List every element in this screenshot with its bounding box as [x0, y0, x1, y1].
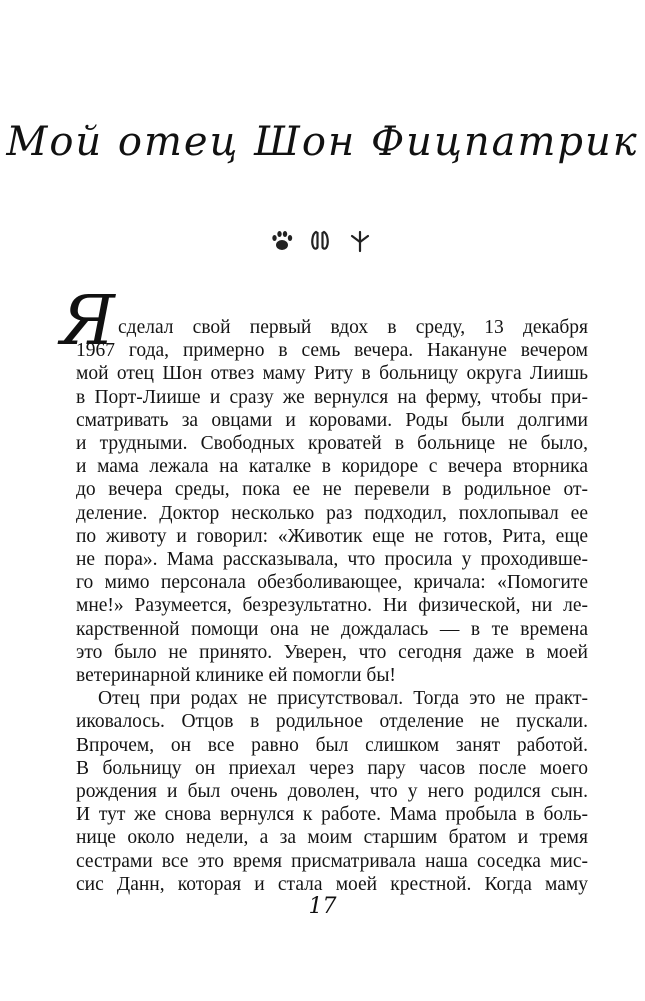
text-line: не пора». Мама рассказывала, что просила у проходивше- [76, 549, 588, 570]
text-line: и мама лежала на каталке в коридоре с вечера вторника [76, 456, 588, 478]
hoof-print-icon [312, 232, 327, 249]
text-line: сматривать за овцами и коровами. Роды были долгими [76, 409, 588, 431]
text-line: до вечера среды, пока ее не перевели в родильное от- [76, 479, 588, 501]
paw-print-icon [272, 231, 292, 250]
text-line: сис Данн, которая и стала моей крестной. Когда маму [76, 873, 588, 895]
text-line: мой отец Шон отвез маму Риту в больницу округа Лиишь [76, 363, 588, 385]
text-line: го мимо персонала обезболивающее, кричала: «Помогите [76, 572, 588, 594]
chapter-title: Мой отец Шон Фицпатрик [6, 119, 639, 165]
text-line: Отец при родах не присутствовал. Тогда это не практ- [98, 688, 588, 710]
drop-cap: Я [60, 282, 115, 361]
text-line: карственной помощи она не дождалась — в те времена [76, 618, 588, 640]
text-line: это было не принято. Уверен, что сегодня даже в моей [76, 641, 588, 663]
text-line: и трудными. Свободных кроватей в больнице не было, [76, 433, 588, 454]
page-number: 17 [308, 894, 337, 919]
chapter-ornament [0, 226, 645, 256]
ornament-icons [268, 226, 378, 256]
text-line: иковалось. Отцов в родильное отделение не пускали. [76, 711, 588, 733]
text-line: по животу и говорил: «Животик еще не готов, Рита, еще [76, 525, 588, 547]
text-line: сделал свой первый вдох в среду, 13 декабря [118, 317, 588, 338]
text-line: рождения и был очень доволен, что у него родился сын. [76, 781, 588, 802]
text-line: нице около недели, а за моим старшим братом и тремя [76, 827, 588, 849]
text-line: в Порт-Лиише и сразу же вернулся на ферму, чтобы при- [76, 386, 588, 408]
text-line: Впрочем, он все равно был слишком занят работой. [76, 734, 588, 756]
text-line: сестрами все это время присматривала наша соседка мис- [76, 850, 588, 872]
text-line: ветеринарной клинике ей помогли бы! [76, 665, 396, 686]
text-line: И тут же снова вернулся к работе. Мама пробыла в боль- [76, 804, 588, 826]
text-line: деление. Доктор несколько раз подходил, похлопывал ее [76, 502, 588, 524]
text-line: В больницу он приехал через пару часов после моего [76, 757, 588, 779]
text-line: мне!» Разумеется, безрезультатно. Ни физической, ни ле- [76, 595, 588, 617]
text-line: 1967 года, примерно в семь вечера. Накануне вечером [76, 340, 588, 362]
bird-track-icon [352, 232, 368, 251]
